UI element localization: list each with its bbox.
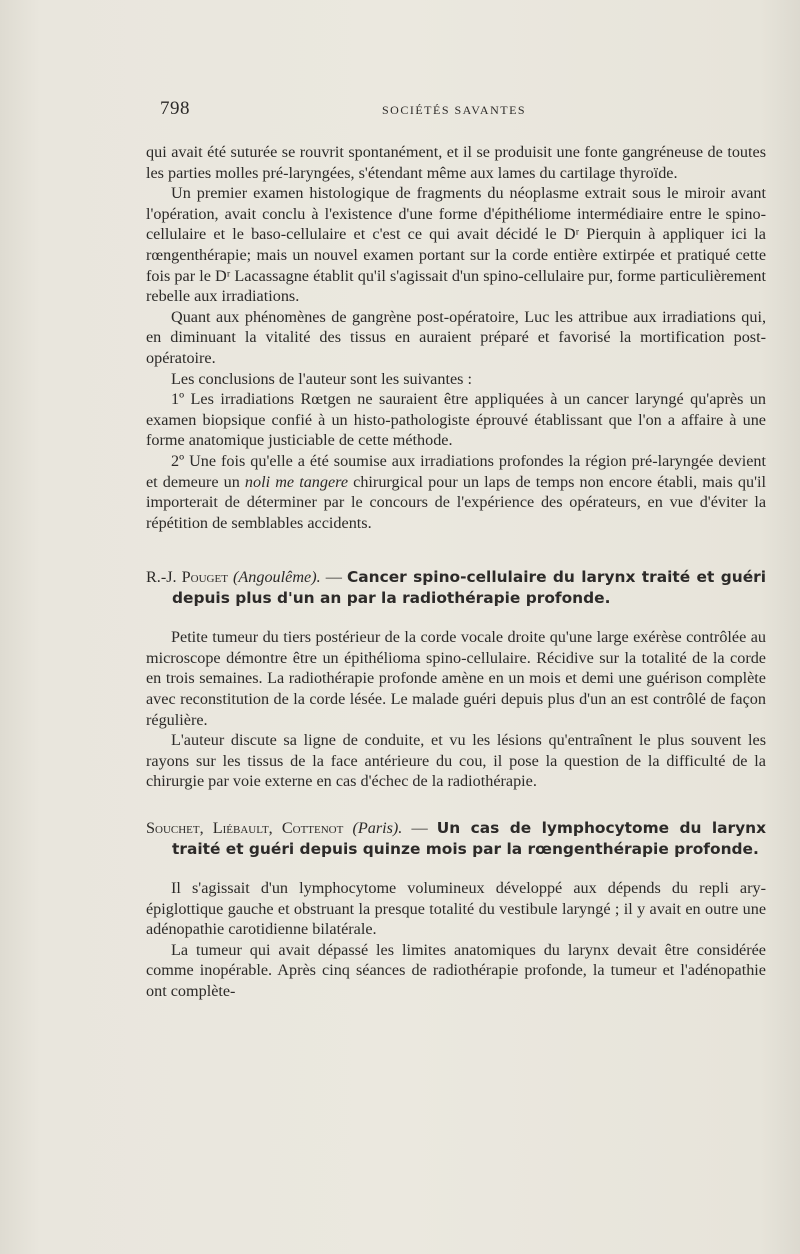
- entry1-paragraph-discussion: L'auteur discute sa ligne de conduite, et vu les lésions qu'entraînent le plus souvent les rayons sur les tissus de la face antérieure du cou, il pose la question de la difficulté de la chirurgie par voie externe en cas d'échec de la radiothérapie.: [146, 731, 766, 791]
- conclusion-2-latin-phrase: noli me tangere: [244, 472, 349, 491]
- conclusion-1: 1º Les irradiations Rœtgen ne sauraient être appliquées à un cancer laryngé qu'après un examen biopsique confié à un histo-pathologiste éprouvé établissant que l'on a affaire à une forme anatomique justiciable de cette méthode.: [146, 390, 766, 450]
- entry-dash: —: [320, 568, 347, 587]
- conclusion-2-text-after: chirurgical pour un laps de temps non encore établi, mais qu'il importerait de déterminer par le concours de l'expérience des opérateurs, en vue d'éviter la répétition de semblables accidents.: [146, 472, 767, 532]
- entry-heading-souchet: [146, 818, 766, 860]
- entry2-paragraph-case: Il s'agissait d'un lymphocytome volumineux développé aux dépends du repli ary-épiglottique gauche et obstruant la presque totalité du vestibule laryngé ; il y avait en outre une adénopathie carotidienne bilatérale.: [146, 879, 766, 939]
- paragraph-gangrene: Quant aux phénomènes de gangrène post-opératoire, Luc les attribue aux irradiations qui, en diminuant la vitalité des tissus en auraient préparé et favorisé la mortification post-opératoire.: [146, 307, 766, 367]
- entry1-paragraph-case: Petite tumeur du tiers postérieur de la corde vocale droite qu'une large exérèse contrôlée au microscope démontre être un épithélioma spino-cellulaire. Récidive sur la totalité de la corde en trois semaines. La radiothérapie profonde amène en un mois et demi une guérison complète avec reconstitution de la corde lésée. Le malade guéri depuis plus d'un an est contrôlé de façon régulière.: [146, 628, 766, 729]
- paragraph-conclusions-intro: Les conclusions de l'auteur sont les suivantes :: [171, 369, 472, 388]
- paragraph-continuation: qui avait été suturée se rouvrit spontanément, et il se produisit une fonte gangréneuse de toutes les parties molles pré-laryngées, s'étendant même aux lames du cartilage thyroïde.: [146, 143, 766, 182]
- conclusion-2: [146, 451, 766, 533]
- entry-title: Cancer spino-cellulaire du larynx traité et guéri depuis plus d'un an par la radiothérapie profonde.: [172, 568, 766, 608]
- entry-place: (Paris).: [352, 819, 403, 838]
- entry-title: Un cas de lymphocytome du larynx traité et guéri depuis quinze mois par la rœngenthérapie profonde.: [172, 819, 767, 859]
- running-head: SOCIÉTÉS SAVANTES: [382, 103, 527, 117]
- entry-heading-pouget: [146, 567, 766, 609]
- entry-authors: R.-J. Pouget: [146, 568, 228, 587]
- entry-dash: —: [402, 819, 437, 838]
- entry2-paragraph-treatment: La tumeur qui avait dépassé les limites anatomiques du larynx devait être considérée comme inopérable. Après cinq séances de radiothérapie profonde, la tumeur et l'adénopathie ont complète-: [146, 940, 766, 1000]
- conclusion-2-text-before: 2º Une fois qu'elle a été soumise aux irradiations profondes la région pré-laryngée devient et demeure un: [146, 451, 766, 491]
- page-number: 798: [160, 98, 190, 119]
- page-header: [160, 98, 770, 122]
- entry-place: (Angoulême).: [232, 568, 321, 587]
- body-text: [146, 142, 766, 1002]
- entry-authors: Souchet, Liébault, Cottenot: [146, 819, 344, 838]
- paragraph-histology: Un premier examen histologique de fragments du néoplasme extrait sous le miroir avant l'opération, avait conclu à l'existence d'une forme d'épithéliome intermédiaire entre le spino-cellulaire et le baso-cellulaire et c'est ce qui avait décidé le Dʳ Pierquin à appliquer ici la rœngenthérapie; mais un nouvel examen portant sur la corde entière extirpée et pratiqué cette fois par le Dʳ Lacassagne établit qu'il s'agissait d'un spino-cellulaire pur, forme particulièrement rebelle aux irradiations.: [146, 184, 766, 306]
